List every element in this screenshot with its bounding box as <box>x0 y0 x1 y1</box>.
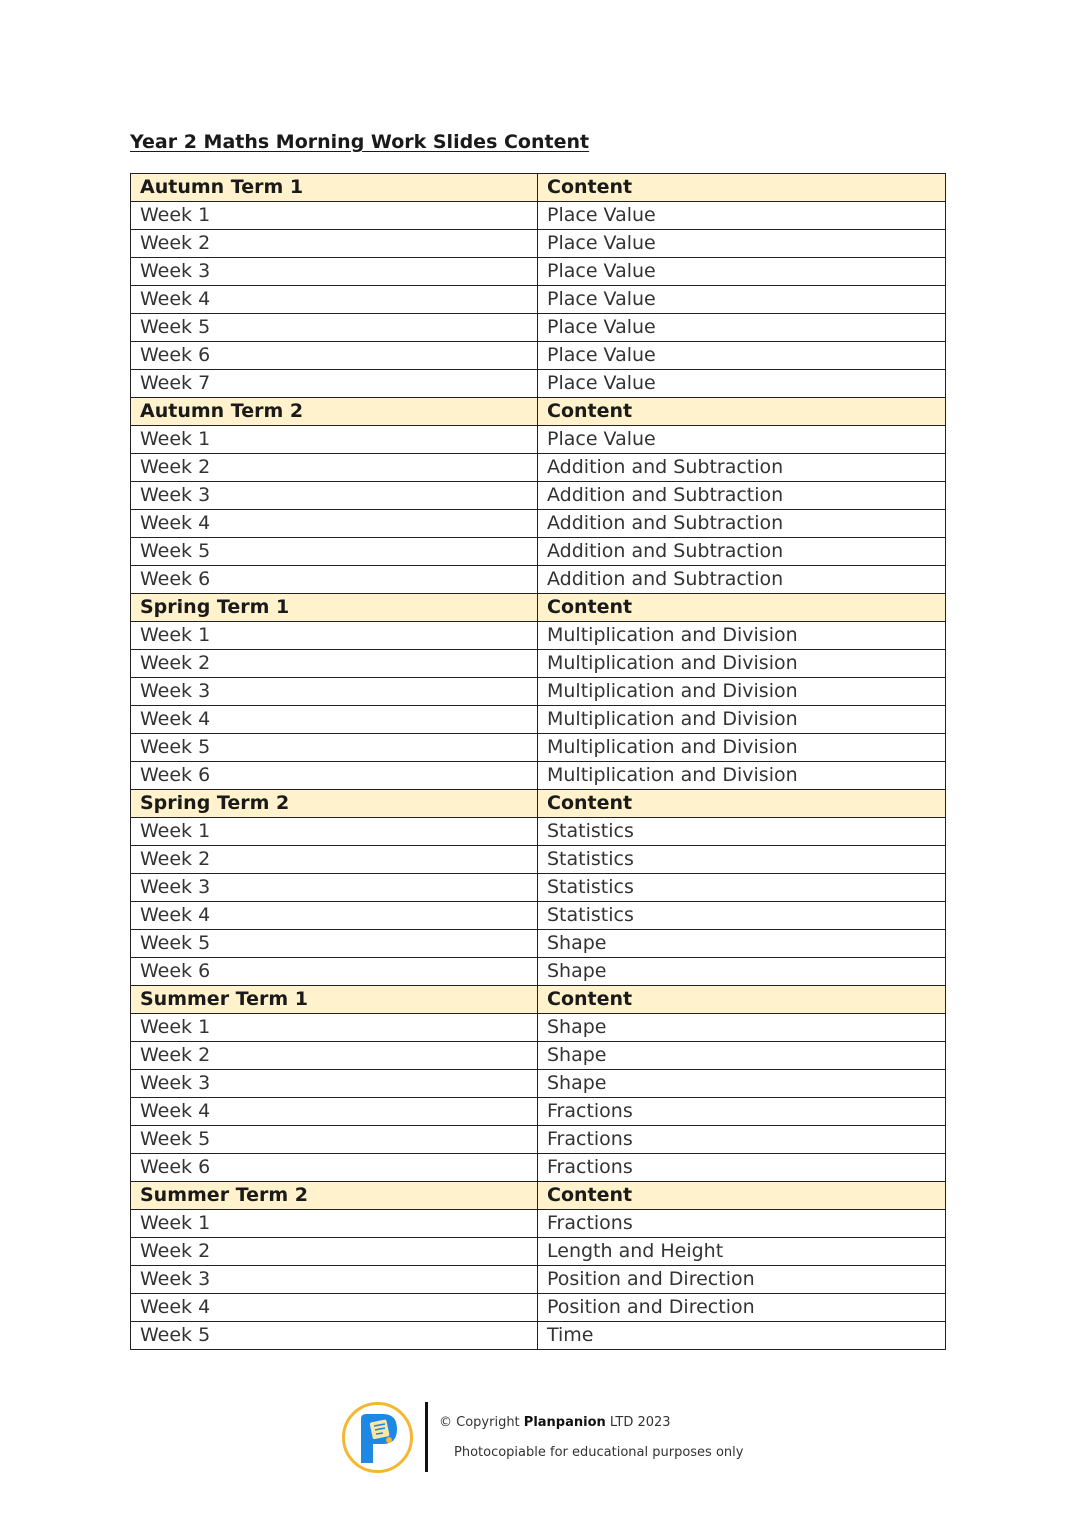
table-row <box>131 1126 946 1154</box>
content-cell: Multiplication and Division <box>538 734 946 762</box>
content-cell: Place Value <box>538 314 946 342</box>
content-header: Content <box>538 398 946 426</box>
content-header: Content <box>538 1182 946 1210</box>
week-cell: Week 1 <box>131 622 538 650</box>
term-header-row <box>131 174 946 202</box>
table-row <box>131 650 946 678</box>
term-name: Spring Term 2 <box>131 790 538 818</box>
week-cell: Week 5 <box>131 930 538 958</box>
table-row <box>131 510 946 538</box>
planpanion-logo-icon <box>341 1401 414 1474</box>
table-row <box>131 1154 946 1182</box>
week-cell: Week 2 <box>131 1238 538 1266</box>
week-cell: Week 6 <box>131 762 538 790</box>
week-cell: Week 5 <box>131 538 538 566</box>
week-cell: Week 1 <box>131 1210 538 1238</box>
term-name: Summer Term 2 <box>131 1182 538 1210</box>
content-cell: Fractions <box>538 1098 946 1126</box>
content-cell: Statistics <box>538 902 946 930</box>
week-cell: Week 4 <box>131 510 538 538</box>
table-row <box>131 482 946 510</box>
term-content-table-body <box>131 174 946 1350</box>
content-cell: Shape <box>538 1070 946 1098</box>
table-row <box>131 734 946 762</box>
page-title: Year 2 Maths Morning Work Slides Content <box>130 131 590 153</box>
week-cell: Week 7 <box>131 370 538 398</box>
content-cell: Place Value <box>538 202 946 230</box>
week-cell: Week 1 <box>131 818 538 846</box>
week-cell: Week 2 <box>131 230 538 258</box>
term-header-row <box>131 1182 946 1210</box>
term-header-row <box>131 986 946 1014</box>
table-row <box>131 454 946 482</box>
brand-name: Planpanion <box>523 1415 606 1430</box>
content-cell: Fractions <box>538 1210 946 1238</box>
week-cell: Week 3 <box>131 258 538 286</box>
content-cell: Place Value <box>538 370 946 398</box>
table-row <box>131 1294 946 1322</box>
table-row <box>131 958 946 986</box>
content-cell: Multiplication and Division <box>538 762 946 790</box>
content-cell: Fractions <box>538 1154 946 1182</box>
content-header: Content <box>538 594 946 622</box>
week-cell: Week 5 <box>131 314 538 342</box>
content-cell: Place Value <box>538 426 946 454</box>
term-name: Summer Term 1 <box>131 986 538 1014</box>
week-cell: Week 6 <box>131 958 538 986</box>
term-name: Autumn Term 1 <box>131 174 538 202</box>
content-cell: Multiplication and Division <box>538 650 946 678</box>
table-row <box>131 566 946 594</box>
content-header: Content <box>538 174 946 202</box>
content-cell: Length and Height <box>538 1238 946 1266</box>
table-row <box>131 874 946 902</box>
table-row <box>131 930 946 958</box>
content-cell: Multiplication and Division <box>538 678 946 706</box>
footer-divider <box>425 1402 428 1472</box>
week-cell: Week 4 <box>131 1294 538 1322</box>
footer-note: Photocopiable for educational purposes only <box>454 1445 744 1460</box>
table-row <box>131 342 946 370</box>
term-content-table <box>130 173 946 1350</box>
table-row <box>131 538 946 566</box>
content-cell: Time <box>538 1322 946 1350</box>
content-cell: Statistics <box>538 874 946 902</box>
content-cell: Addition and Subtraction <box>538 454 946 482</box>
week-cell: Week 5 <box>131 1126 538 1154</box>
table-row <box>131 678 946 706</box>
table-row <box>131 706 946 734</box>
table-row <box>131 1014 946 1042</box>
content-cell: Shape <box>538 958 946 986</box>
content-cell: Multiplication and Division <box>538 706 946 734</box>
table-row <box>131 1322 946 1350</box>
table-row <box>131 1238 946 1266</box>
content-cell: Position and Direction <box>538 1266 946 1294</box>
content-cell: Addition and Subtraction <box>538 538 946 566</box>
week-cell: Week 2 <box>131 846 538 874</box>
week-cell: Week 4 <box>131 706 538 734</box>
week-cell: Week 2 <box>131 454 538 482</box>
table-row <box>131 846 946 874</box>
table-row <box>131 818 946 846</box>
week-cell: Week 3 <box>131 482 538 510</box>
week-cell: Week 3 <box>131 1070 538 1098</box>
table-row <box>131 202 946 230</box>
week-cell: Week 1 <box>131 202 538 230</box>
week-cell: Week 6 <box>131 566 538 594</box>
copyright-suffix: LTD 2023 <box>605 1415 671 1430</box>
week-cell: Week 6 <box>131 1154 538 1182</box>
term-header-row <box>131 594 946 622</box>
table-row <box>131 1042 946 1070</box>
content-cell: Statistics <box>538 818 946 846</box>
content-cell: Place Value <box>538 258 946 286</box>
week-cell: Week 2 <box>131 650 538 678</box>
week-cell: Week 3 <box>131 1266 538 1294</box>
footer-copyright <box>439 1415 671 1430</box>
table-row <box>131 258 946 286</box>
table-row <box>131 1098 946 1126</box>
week-cell: Week 3 <box>131 874 538 902</box>
content-header: Content <box>538 790 946 818</box>
week-cell: Week 4 <box>131 286 538 314</box>
table-row <box>131 762 946 790</box>
term-name: Spring Term 1 <box>131 594 538 622</box>
content-cell: Place Value <box>538 230 946 258</box>
content-cell: Shape <box>538 1042 946 1070</box>
week-cell: Week 4 <box>131 1098 538 1126</box>
week-cell: Week 5 <box>131 734 538 762</box>
week-cell: Week 1 <box>131 426 538 454</box>
content-cell: Place Value <box>538 286 946 314</box>
table-row <box>131 1266 946 1294</box>
week-cell: Week 2 <box>131 1042 538 1070</box>
content-cell: Addition and Subtraction <box>538 566 946 594</box>
term-header-row <box>131 790 946 818</box>
term-name: Autumn Term 2 <box>131 398 538 426</box>
week-cell: Week 5 <box>131 1322 538 1350</box>
table-row <box>131 622 946 650</box>
table-row <box>131 1210 946 1238</box>
content-cell: Fractions <box>538 1126 946 1154</box>
table-row <box>131 370 946 398</box>
content-header: Content <box>538 986 946 1014</box>
table-row <box>131 902 946 930</box>
content-cell: Shape <box>538 930 946 958</box>
table-row <box>131 286 946 314</box>
week-cell: Week 6 <box>131 342 538 370</box>
term-header-row <box>131 398 946 426</box>
content-cell: Multiplication and Division <box>538 622 946 650</box>
copyright-prefix: © Copyright <box>439 1415 524 1430</box>
table-row <box>131 426 946 454</box>
table-row <box>131 314 946 342</box>
content-cell: Addition and Subtraction <box>538 510 946 538</box>
week-cell: Week 1 <box>131 1014 538 1042</box>
table-row <box>131 1070 946 1098</box>
content-cell: Statistics <box>538 846 946 874</box>
table-row <box>131 230 946 258</box>
week-cell: Week 3 <box>131 678 538 706</box>
content-cell: Place Value <box>538 342 946 370</box>
content-cell: Addition and Subtraction <box>538 482 946 510</box>
content-cell: Position and Direction <box>538 1294 946 1322</box>
content-cell: Shape <box>538 1014 946 1042</box>
week-cell: Week 4 <box>131 902 538 930</box>
